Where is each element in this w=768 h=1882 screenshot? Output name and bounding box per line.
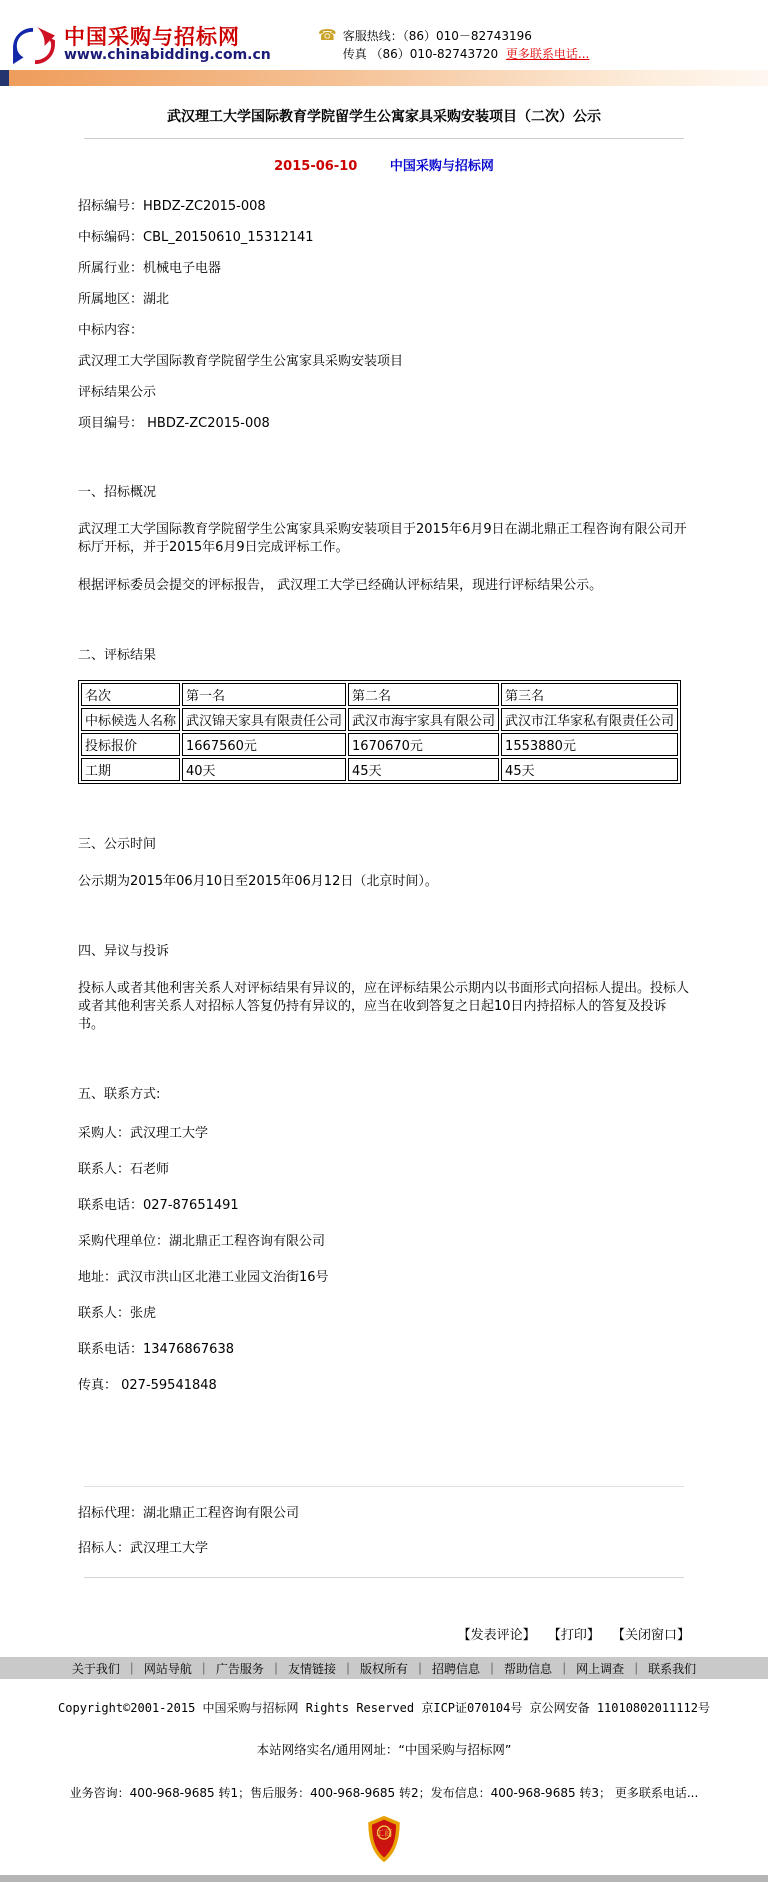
site-logo[interactable] bbox=[10, 26, 271, 66]
badge-wrap bbox=[0, 1815, 768, 1867]
meta-line-content-label: 中标内容： bbox=[78, 323, 144, 338]
header-accent-bar bbox=[0, 70, 768, 86]
contact-agency: 采购代理单位：湖北鼎正工程咨询有限公司 bbox=[78, 1234, 326, 1249]
site-logo-icon bbox=[10, 26, 58, 66]
section3-paragraph1: 公示期为2015年06月10日至2015年06月12日（北京时间）。 bbox=[78, 874, 438, 889]
table-cell: 武汉市江华家私有限责任公司 bbox=[501, 708, 678, 731]
table-cell: 武汉市海宇家具有限公司 bbox=[348, 708, 499, 731]
section3-heading: 三、公示时间 bbox=[78, 837, 157, 852]
footer-nav-ads[interactable]: ｜ 广告服务 bbox=[192, 1660, 264, 1677]
contact-person-2: 联系人：张虎 bbox=[78, 1306, 157, 1321]
contact-phone-1: 联系电话：027-87651491 bbox=[78, 1198, 239, 1213]
site-name-line: 本站网络实名/通用网址：“中国采购与招标网” bbox=[256, 1742, 512, 1757]
page-title: 武汉理工大学国际教育学院留学生公寓家具采购安装项目（二次）公示 bbox=[167, 109, 601, 125]
signoff-agent: 招标代理：湖北鼎正工程咨询有限公司 bbox=[78, 1506, 300, 1521]
meta-line-region: 所属地区：湖北 bbox=[78, 292, 170, 307]
footer-nav-survey[interactable]: ｜ 网上调查 bbox=[552, 1660, 624, 1677]
meta-line-award-code: 中标编码：CBL_20150610_15312141 bbox=[78, 230, 314, 245]
section1-paragraph2: 根据评标委员会提交的评标报告， 武汉理工大学已经确认评标结果，现进行评标结果公示。 bbox=[78, 578, 603, 593]
article-content bbox=[0, 108, 768, 1643]
table-row-duration bbox=[81, 758, 678, 781]
bottom-divider bbox=[84, 1577, 684, 1578]
svg-text:工商: 工商 bbox=[375, 1828, 393, 1839]
hotline-text: 客服热线：（86）010－82743196 bbox=[342, 29, 532, 43]
source-link[interactable]: 中国采购与招标网 bbox=[389, 159, 494, 174]
meta-line-industry: 所属行业：机械电子电器 bbox=[78, 261, 222, 276]
table-cell: 第二名 bbox=[348, 683, 499, 706]
table-cell: 40天 bbox=[182, 758, 346, 781]
meta-block bbox=[78, 198, 690, 432]
site-logo-url: www.chinabidding.com.cn bbox=[64, 47, 271, 63]
table-cell: 投标报价 bbox=[81, 733, 180, 756]
copyright-text: Copyright©2001-2015 中国采购与招标网 Rights Reserved 京ICP证070104号 京公网安备 11010802011112号 bbox=[58, 1701, 710, 1715]
meta-line-project-no: 项目编号： HBDZ-ZC2015-008 bbox=[78, 416, 270, 431]
section5-heading: 五、联系方式: bbox=[78, 1087, 161, 1102]
meta-line-project-name: 武汉理工大学国际教育学院留学生公寓家具采购安装项目 bbox=[78, 354, 404, 369]
section1-heading: 一、招标概况 bbox=[78, 485, 157, 500]
table-cell: 名次 bbox=[81, 683, 180, 706]
comment-button[interactable]: 【发表评论】 bbox=[457, 1628, 536, 1643]
meta-line-result-label: 评标结果公示 bbox=[78, 385, 157, 400]
more-phones-link[interactable]: 更多联系电话... bbox=[505, 47, 590, 61]
bottom-bar bbox=[0, 1875, 768, 1882]
contact-lines bbox=[343, 27, 590, 63]
title-divider bbox=[84, 138, 684, 139]
header-contact bbox=[318, 27, 589, 63]
meta-line-bid-no: 招标编号：HBDZ-ZC2015-008 bbox=[78, 199, 266, 214]
contact-person-1: 联系人：石老师 bbox=[78, 1162, 170, 1177]
print-button[interactable]: 【打印】 bbox=[547, 1628, 600, 1643]
section4-heading: 四、异议与投诉 bbox=[78, 944, 170, 959]
close-window-button[interactable]: 【关闭窗口】 bbox=[611, 1628, 690, 1643]
signoff-block bbox=[78, 1505, 690, 1557]
article-actions bbox=[78, 1624, 690, 1643]
phone-icon: ☎ bbox=[318, 26, 337, 44]
publish-date: 2015-06-10 bbox=[274, 159, 358, 174]
footer-nav-about[interactable]: 关于我们 bbox=[71, 1661, 120, 1676]
site-header bbox=[0, 0, 768, 70]
table-row-candidates bbox=[81, 708, 678, 731]
footer-nav-jobs[interactable]: ｜ 招聘信息 bbox=[408, 1660, 480, 1677]
site-footer bbox=[0, 1657, 768, 1882]
result-table bbox=[78, 680, 681, 784]
gongshang-badge-icon[interactable] bbox=[365, 1815, 403, 1863]
table-cell: 1553880元 bbox=[501, 733, 678, 756]
service-phone-line: 业务咨询：400-968-9685 转1；售后服务：400-968-9685 转2；发布信息：400-968-9685 转3； 更多联系电话... bbox=[69, 1786, 699, 1800]
table-cell: 45天 bbox=[348, 758, 499, 781]
footer-nav-help[interactable]: ｜ 帮助信息 bbox=[480, 1660, 552, 1677]
section4-paragraph1: 投标人或者其他利害关系人对评标结果有异议的，应在评标结果公示期内以书面形式向招标人提出。投标人或者其他利害关系人对招标人答复仍持有异议的，应当在收到答复之日起10日内持招标人的答复及投诉书。 bbox=[78, 981, 690, 1032]
table-cell: 武汉锦天家具有限责任公司 bbox=[182, 708, 346, 731]
table-cell: 工期 bbox=[81, 758, 180, 781]
footer-nav-contact[interactable]: ｜ 联系我们 bbox=[624, 1660, 696, 1677]
contact-block bbox=[78, 1125, 690, 1394]
contact-fax: 传真： 027-59541848 bbox=[78, 1378, 217, 1393]
logo-text bbox=[64, 26, 271, 63]
footer-nav-copyright[interactable]: ｜ 版权所有 bbox=[336, 1660, 408, 1677]
signoff-owner: 招标人：武汉理工大学 bbox=[78, 1541, 209, 1556]
footer-nav-sitemap[interactable]: ｜ 网站导航 bbox=[120, 1660, 192, 1677]
table-cell: 中标候选人名称 bbox=[81, 708, 180, 731]
table-cell: 45天 bbox=[501, 758, 678, 781]
table-cell: 1667560元 bbox=[182, 733, 346, 756]
table-row-rank bbox=[81, 683, 678, 706]
site-logo-title: 中国采购与招标网 bbox=[64, 25, 240, 49]
table-cell: 第一名 bbox=[182, 683, 346, 706]
section2-heading: 二、评标结果 bbox=[78, 648, 157, 663]
fax-text: 传真 （86）010-82743720 bbox=[342, 47, 499, 61]
navy-chip bbox=[0, 70, 9, 86]
contact-phone-2: 联系电话：13476867638 bbox=[78, 1342, 234, 1357]
date-row bbox=[78, 155, 690, 174]
footer-nav bbox=[0, 1657, 768, 1679]
table-cell: 第三名 bbox=[501, 683, 678, 706]
table-cell: 1670670元 bbox=[348, 733, 499, 756]
footer-nav-links[interactable]: ｜ 友情链接 bbox=[264, 1660, 336, 1677]
contact-address: 地址：武汉市洪山区北港工业园文治街16号 bbox=[78, 1270, 329, 1285]
signoff-divider bbox=[84, 1486, 684, 1487]
contact-purchaser: 采购人：武汉理工大学 bbox=[78, 1126, 209, 1141]
table-row-price bbox=[81, 733, 678, 756]
section1-paragraph1: 武汉理工大学国际教育学院留学生公寓家具采购安装项目于2015年6月9日在湖北鼎正工程咨询有限公司开标厅开标，并于2015年6月9日完成评标工作。 bbox=[78, 522, 687, 555]
